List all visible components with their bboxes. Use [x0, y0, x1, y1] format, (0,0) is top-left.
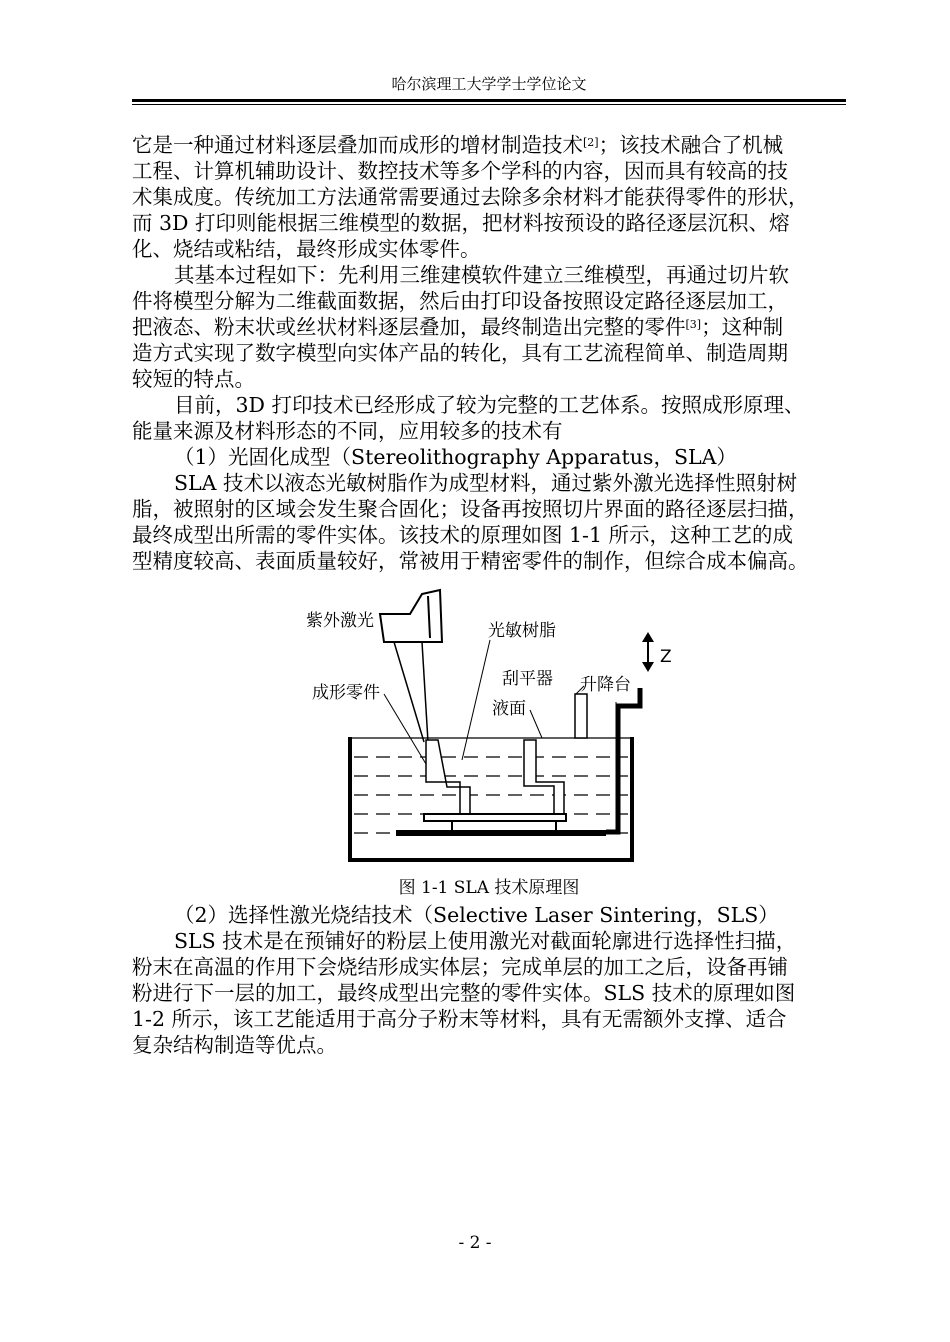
paragraph-2-line-4: 造方式实现了数字模型向实体产品的转化，具有工艺流程简单、制造周期: [132, 341, 788, 365]
paragraph-5-line-5: 复杂结构制造等优点。: [132, 1033, 337, 1057]
label-formed-part: 成形零件: [312, 683, 380, 703]
paragraph-4-line-4: 型精度较高、表面质量较好，常被用于精密零件的制作，但综合成本偏高。: [132, 549, 809, 573]
paragraph-4-line-1: SLA 技术以液态光敏树脂作为成型材料，通过紫外激光选择性照射树: [174, 471, 797, 495]
paragraph-2-line-2: 件将模型分解为二维截面数据，然后由打印设备按照设定路径逐层加工，: [132, 289, 788, 313]
paragraph-4-line-2: 脂，被照射的区域会发生聚合固化；设备再按照切片界面的路径逐层扫描，: [132, 497, 809, 521]
paragraph-2-line-5: 较短的特点。: [132, 367, 255, 391]
paragraph-1-line-4: 而 3D 打印则能根据三维模型的数据，把材料按预设的路径逐层沉积、熔: [132, 211, 790, 235]
label-scraper: 刮平器: [502, 669, 553, 689]
section-heading-sls: （2）选择性激光烧结技术（Selective Laser Sintering，SLS）: [174, 903, 779, 927]
label-uv-laser: 紫外激光: [306, 611, 374, 631]
paragraph-5-line-3: 粉进行下一层的加工，最终成型出完整的零件实体。SLS 技术的原理如图: [132, 981, 796, 1005]
paragraph-1-line-1: 它是一种通过材料逐层叠加而成形的增材制造技术[2]；该技术融合了机械: [132, 133, 784, 157]
citation-ref: [3]: [685, 318, 702, 331]
label-z-axis: Z: [660, 647, 672, 667]
label-liquid-surface: 液面: [492, 699, 526, 719]
paragraph-4-line-3: 最终成型出所需的零件实体。该技术的原理如图 1-1 所示，这种工艺的成: [132, 523, 794, 547]
paragraph-5-line-2: 粉末在高温的作用下会烧结形成实体层；完成单层的加工之后，设备再铺: [132, 955, 788, 979]
paragraph-3-line-1: 目前，3D 打印技术已经形成了较为完整的工艺体系。按照成形原理、: [174, 393, 805, 417]
paragraph-2-line-1: 其基本过程如下：先利用三维建模软件建立三维模型，再通过切片软: [174, 263, 789, 287]
section-heading-sla: （1）光固化成型（Stereolithography Apparatus，SLA）: [174, 445, 737, 469]
header-rule-thick: [132, 99, 846, 102]
paragraph-2-line-3: 把液态、粉末状或丝状材料逐层叠加，最终制造出完整的零件[3]；这种制: [132, 315, 784, 339]
paragraph-1-line-5: 化、烧结或粘结，最终形成实体零件。: [132, 237, 481, 261]
page-number: - 2 -: [458, 1233, 492, 1253]
paragraph-3-line-2: 能量来源及材料形态的不同，应用较多的技术有: [132, 419, 563, 443]
paragraph-5-line-1: SLS 技术是在预铺好的粉层上使用激光对截面轮廓进行选择性扫描，: [174, 929, 797, 953]
figure-caption: 图 1-1 SLA 技术原理图: [398, 878, 580, 898]
paragraph-5-line-4: 1-2 所示，该工艺能适用于高分子粉末等材料，具有无需额外支撑、适合: [132, 1007, 787, 1031]
sla-principle-figure: [292, 582, 684, 874]
label-resin: 光敏树脂: [488, 621, 556, 641]
header-rule-thin: [132, 104, 846, 105]
running-header: 哈尔滨理工大学学士学位论文: [391, 75, 587, 93]
paragraph-1-line-3: 术集成度。传统加工方法通常需要通过去除多余材料才能获得零件的形状，: [132, 185, 809, 209]
label-elevator: 升降台: [580, 675, 631, 695]
paragraph-1-line-2: 工程、计算机辅助设计、数控技术等多个学科的内容，因而具有较高的技: [132, 159, 788, 183]
citation-ref: [2]: [583, 136, 599, 149]
